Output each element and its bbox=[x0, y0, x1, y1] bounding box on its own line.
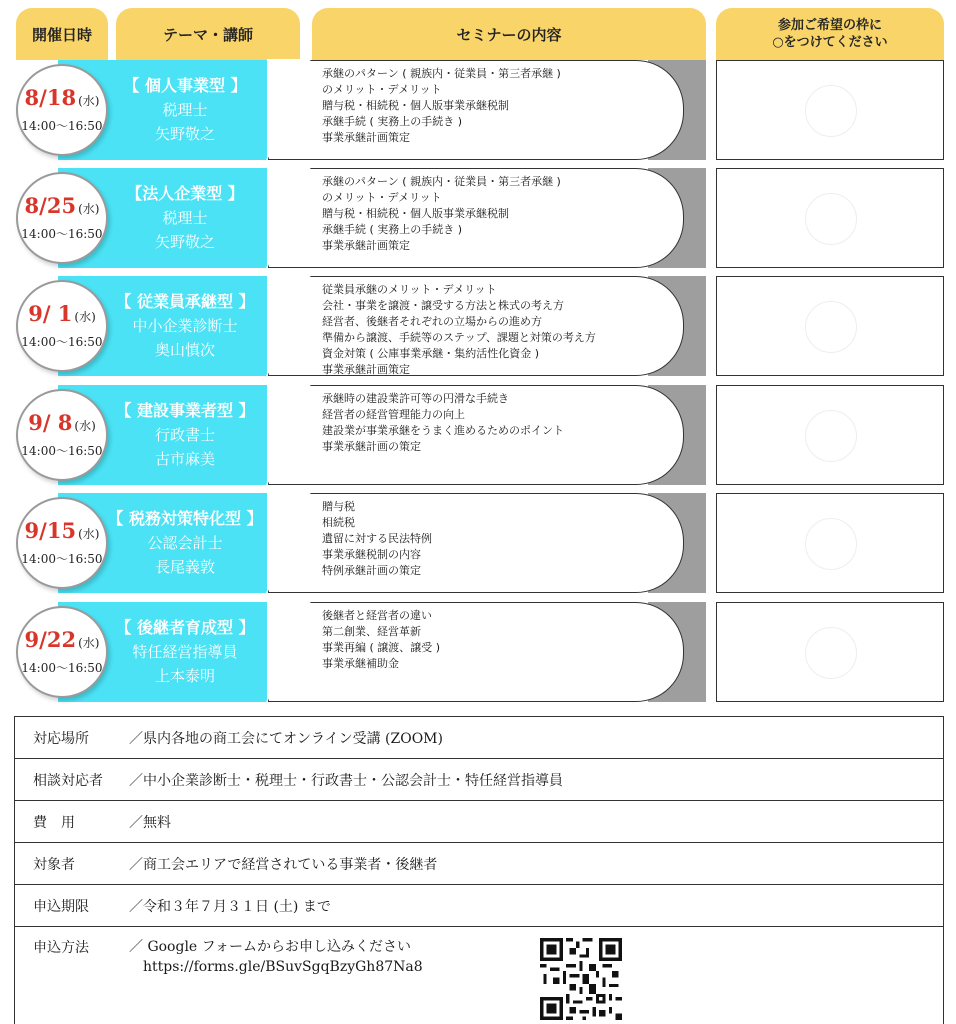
content-line: 事業承継計画の策定 bbox=[322, 440, 421, 453]
seminar-date: 9/15 bbox=[24, 518, 77, 543]
content-line: 承継のパターン ( 親族内・従業員・第三者承継 ) bbox=[322, 67, 561, 80]
lecturer-role: 税理士 bbox=[162, 101, 208, 119]
date-badge bbox=[16, 172, 108, 264]
seminar-time: 14:00〜16:50 bbox=[21, 661, 103, 675]
header-date: 開催日時 bbox=[16, 8, 108, 60]
content-line: 経営者、後継者それぞれの立場からの進め方 bbox=[322, 315, 542, 328]
lecturer-name: 上本泰明 bbox=[154, 667, 215, 685]
lecturer-role: 行政書士 bbox=[154, 426, 215, 444]
content-lines bbox=[322, 66, 682, 146]
content-line: 建設業が事業承継をうまく進めるためのポイント bbox=[322, 424, 564, 437]
seminar-weekday: (水) bbox=[74, 310, 96, 324]
date-badge bbox=[16, 64, 108, 156]
seminar-type: 【 後継者育成型 】 bbox=[115, 618, 255, 637]
info-row-apply bbox=[15, 927, 943, 1024]
lecturer-name: 矢野敬之 bbox=[154, 125, 215, 143]
theme-text bbox=[100, 399, 270, 471]
seminar-date-line bbox=[25, 86, 100, 113]
content-lines bbox=[322, 391, 682, 455]
seminar-weekday: (水) bbox=[74, 419, 96, 433]
participation-checkbox[interactable] bbox=[716, 493, 944, 593]
theme-text bbox=[100, 290, 270, 362]
content-lines bbox=[322, 499, 682, 579]
content-line: 贈与税・相続税・個人版事業承継税制 bbox=[322, 99, 509, 112]
lecturer-role: 公認会計士 bbox=[147, 534, 223, 552]
content-line: 事業承継補助金 bbox=[322, 657, 399, 670]
seminar-date: 8/18 bbox=[24, 85, 77, 110]
seminar-type: 【 建設事業者型 】 bbox=[115, 401, 255, 420]
seminar-date-line bbox=[25, 519, 100, 546]
info-label: 対応場所 bbox=[33, 730, 89, 747]
theme-text bbox=[100, 74, 270, 146]
content-line: 承継手続 ( 実務上の手続き ) bbox=[322, 223, 463, 236]
content-line: 経営者の経営管理能力の向上 bbox=[322, 408, 465, 421]
circle-mark-guide-icon bbox=[805, 410, 857, 462]
content-line: 事業承継税制の内容 bbox=[322, 548, 421, 561]
header-choice-line1: 参加ご希望の枠に bbox=[777, 18, 882, 33]
seminar-date: 8/25 bbox=[24, 193, 77, 218]
apply-text bbox=[129, 937, 423, 977]
info-table bbox=[14, 716, 944, 1024]
content-line: 承継のパターン ( 親族内・従業員・第三者承継 ) bbox=[322, 175, 561, 188]
content-line: 特例承継計画の策定 bbox=[322, 564, 421, 577]
participation-checkbox[interactable] bbox=[716, 276, 944, 376]
seminar-type: 【 個人事業型 】 bbox=[123, 76, 247, 95]
info-row-consultants bbox=[15, 759, 943, 801]
content-lines bbox=[322, 608, 682, 672]
circle-mark-guide-icon bbox=[805, 85, 857, 137]
content-line: 資金対策 ( 公庫事業承継・集約活性化資金 ) bbox=[322, 347, 540, 360]
info-label: 対象者 bbox=[33, 856, 75, 873]
participation-checkbox[interactable] bbox=[716, 60, 944, 160]
lecturer-role: 特任経営指導員 bbox=[132, 643, 238, 661]
lecturer-name: 奥山慎次 bbox=[154, 341, 215, 359]
content-line: 第二創業、経営革新 bbox=[322, 625, 421, 638]
header-theme: テーマ・講師 bbox=[116, 8, 300, 60]
seminar-time: 14:00〜16:50 bbox=[21, 444, 103, 458]
content-line: 事業承継計画策定 bbox=[322, 363, 410, 376]
seminar-type: 【法人企業型 】 bbox=[126, 184, 244, 203]
lecturer-name: 古市麻美 bbox=[154, 450, 215, 468]
circle-mark-guide-icon bbox=[805, 518, 857, 570]
seminar-date: 9/ 8 bbox=[28, 410, 73, 435]
info-value: ／中小企業診断士・税理士・行政書士・公認会計士・特任経営指導員 bbox=[129, 772, 563, 789]
content-line: 準備から譲渡、手続等のステップ、課題と対策の考え方 bbox=[322, 331, 596, 344]
circle-mark-guide-icon bbox=[805, 193, 857, 245]
seminar-weekday: (水) bbox=[78, 94, 100, 108]
seminar-row bbox=[0, 385, 956, 485]
seminar-time: 14:00〜16:50 bbox=[21, 119, 103, 133]
seminar-date-line bbox=[28, 302, 96, 329]
info-label: 申込方法 bbox=[33, 940, 89, 956]
seminar-row bbox=[0, 168, 956, 268]
date-badge bbox=[16, 606, 108, 698]
info-value: ／商工会エリアで経営されている事業者・後継者 bbox=[129, 856, 438, 873]
seminar-time: 14:00〜16:50 bbox=[21, 552, 103, 566]
content-line: 会社・事業を譲渡・譲受する方法と株式の考え方 bbox=[322, 299, 564, 312]
seminar-date: 9/22 bbox=[24, 627, 77, 652]
theme-text bbox=[100, 182, 270, 254]
content-line: 後継者と経営者の違い bbox=[322, 609, 432, 622]
seminar-row bbox=[0, 276, 956, 376]
seminar-type: 【 従業員承継型 】 bbox=[115, 292, 255, 311]
content-line: 贈与税 bbox=[322, 500, 355, 513]
info-value: ／令和３年７月３１日 (土) まで bbox=[129, 898, 331, 915]
content-line: 従業員承継のメリット・デメリット bbox=[322, 283, 497, 296]
info-label: 費 用 bbox=[33, 814, 75, 831]
content-line: 承継時の建設業許可等の円滑な手続き bbox=[322, 392, 509, 405]
participation-checkbox[interactable] bbox=[716, 168, 944, 268]
info-label: 相談対応者 bbox=[33, 772, 103, 789]
participation-checkbox[interactable] bbox=[716, 385, 944, 485]
content-line: のメリット・デメリット bbox=[322, 191, 442, 204]
circle-mark-guide-icon bbox=[805, 301, 857, 353]
header-content: セミナーの内容 bbox=[312, 8, 706, 60]
info-row-fee bbox=[15, 801, 943, 843]
lecturer-role: 税理士 bbox=[162, 209, 208, 227]
content-line: 事業承継計画策定 bbox=[322, 239, 410, 252]
seminar-weekday: (水) bbox=[78, 636, 100, 650]
qr-code-icon[interactable] bbox=[540, 938, 622, 1020]
content-lines bbox=[322, 174, 682, 254]
seminar-time: 14:00〜16:50 bbox=[21, 335, 103, 349]
info-label: 申込期限 bbox=[33, 898, 89, 915]
seminar-time: 14:00〜16:50 bbox=[21, 227, 103, 241]
content-line: 遺留に対する民法特例 bbox=[322, 532, 432, 545]
content-line: 承継手続 ( 実務上の手続き ) bbox=[322, 115, 463, 128]
content-lines bbox=[322, 282, 682, 378]
content-line: 贈与税・相続税・個人版事業承継税制 bbox=[322, 207, 509, 220]
content-line: 事業承継計画策定 bbox=[322, 131, 410, 144]
theme-text bbox=[100, 616, 270, 688]
theme-text bbox=[100, 507, 270, 579]
info-value: ／無料 bbox=[129, 814, 171, 831]
participation-checkbox[interactable] bbox=[716, 602, 944, 702]
content-line: のメリット・デメリット bbox=[322, 83, 442, 96]
lecturer-name: 矢野敬之 bbox=[154, 233, 215, 251]
seminar-date-line bbox=[25, 194, 100, 221]
lecturer-role: 中小企業診断士 bbox=[132, 317, 238, 335]
seminar-weekday: (水) bbox=[78, 527, 100, 541]
lecturer-name: 長尾義敦 bbox=[154, 558, 215, 576]
seminar-row bbox=[0, 602, 956, 702]
apply-url-link[interactable]: https://forms.gle/BSuvSgqBzyGh87Na8 bbox=[143, 959, 423, 975]
info-row-deadline bbox=[15, 885, 943, 927]
seminar-type: 【 税務対策特化型 】 bbox=[107, 509, 263, 528]
seminar-date-line bbox=[28, 411, 96, 438]
header-choice bbox=[716, 8, 944, 60]
info-row-venue bbox=[15, 717, 943, 759]
date-badge bbox=[16, 497, 108, 589]
seminar-date-line bbox=[25, 628, 100, 655]
content-line: 事業再編 ( 譲渡、譲受 ) bbox=[322, 641, 441, 654]
seminar-row bbox=[0, 60, 956, 160]
circle-mark-guide-icon bbox=[805, 627, 857, 679]
info-value: ／県内各地の商工会にてオンライン受講 (ZOOM) bbox=[129, 730, 443, 747]
content-line: 相続税 bbox=[322, 516, 355, 529]
seminar-weekday: (水) bbox=[78, 202, 100, 216]
apply-instruction: ／ Google フォームからお申し込みください bbox=[129, 939, 411, 955]
date-badge bbox=[16, 280, 108, 372]
seminar-date: 9/ 1 bbox=[28, 301, 73, 326]
info-row-target bbox=[15, 843, 943, 885]
date-badge bbox=[16, 389, 108, 481]
seminar-row bbox=[0, 493, 956, 593]
header-choice-line2: ○をつけてください bbox=[772, 35, 888, 50]
